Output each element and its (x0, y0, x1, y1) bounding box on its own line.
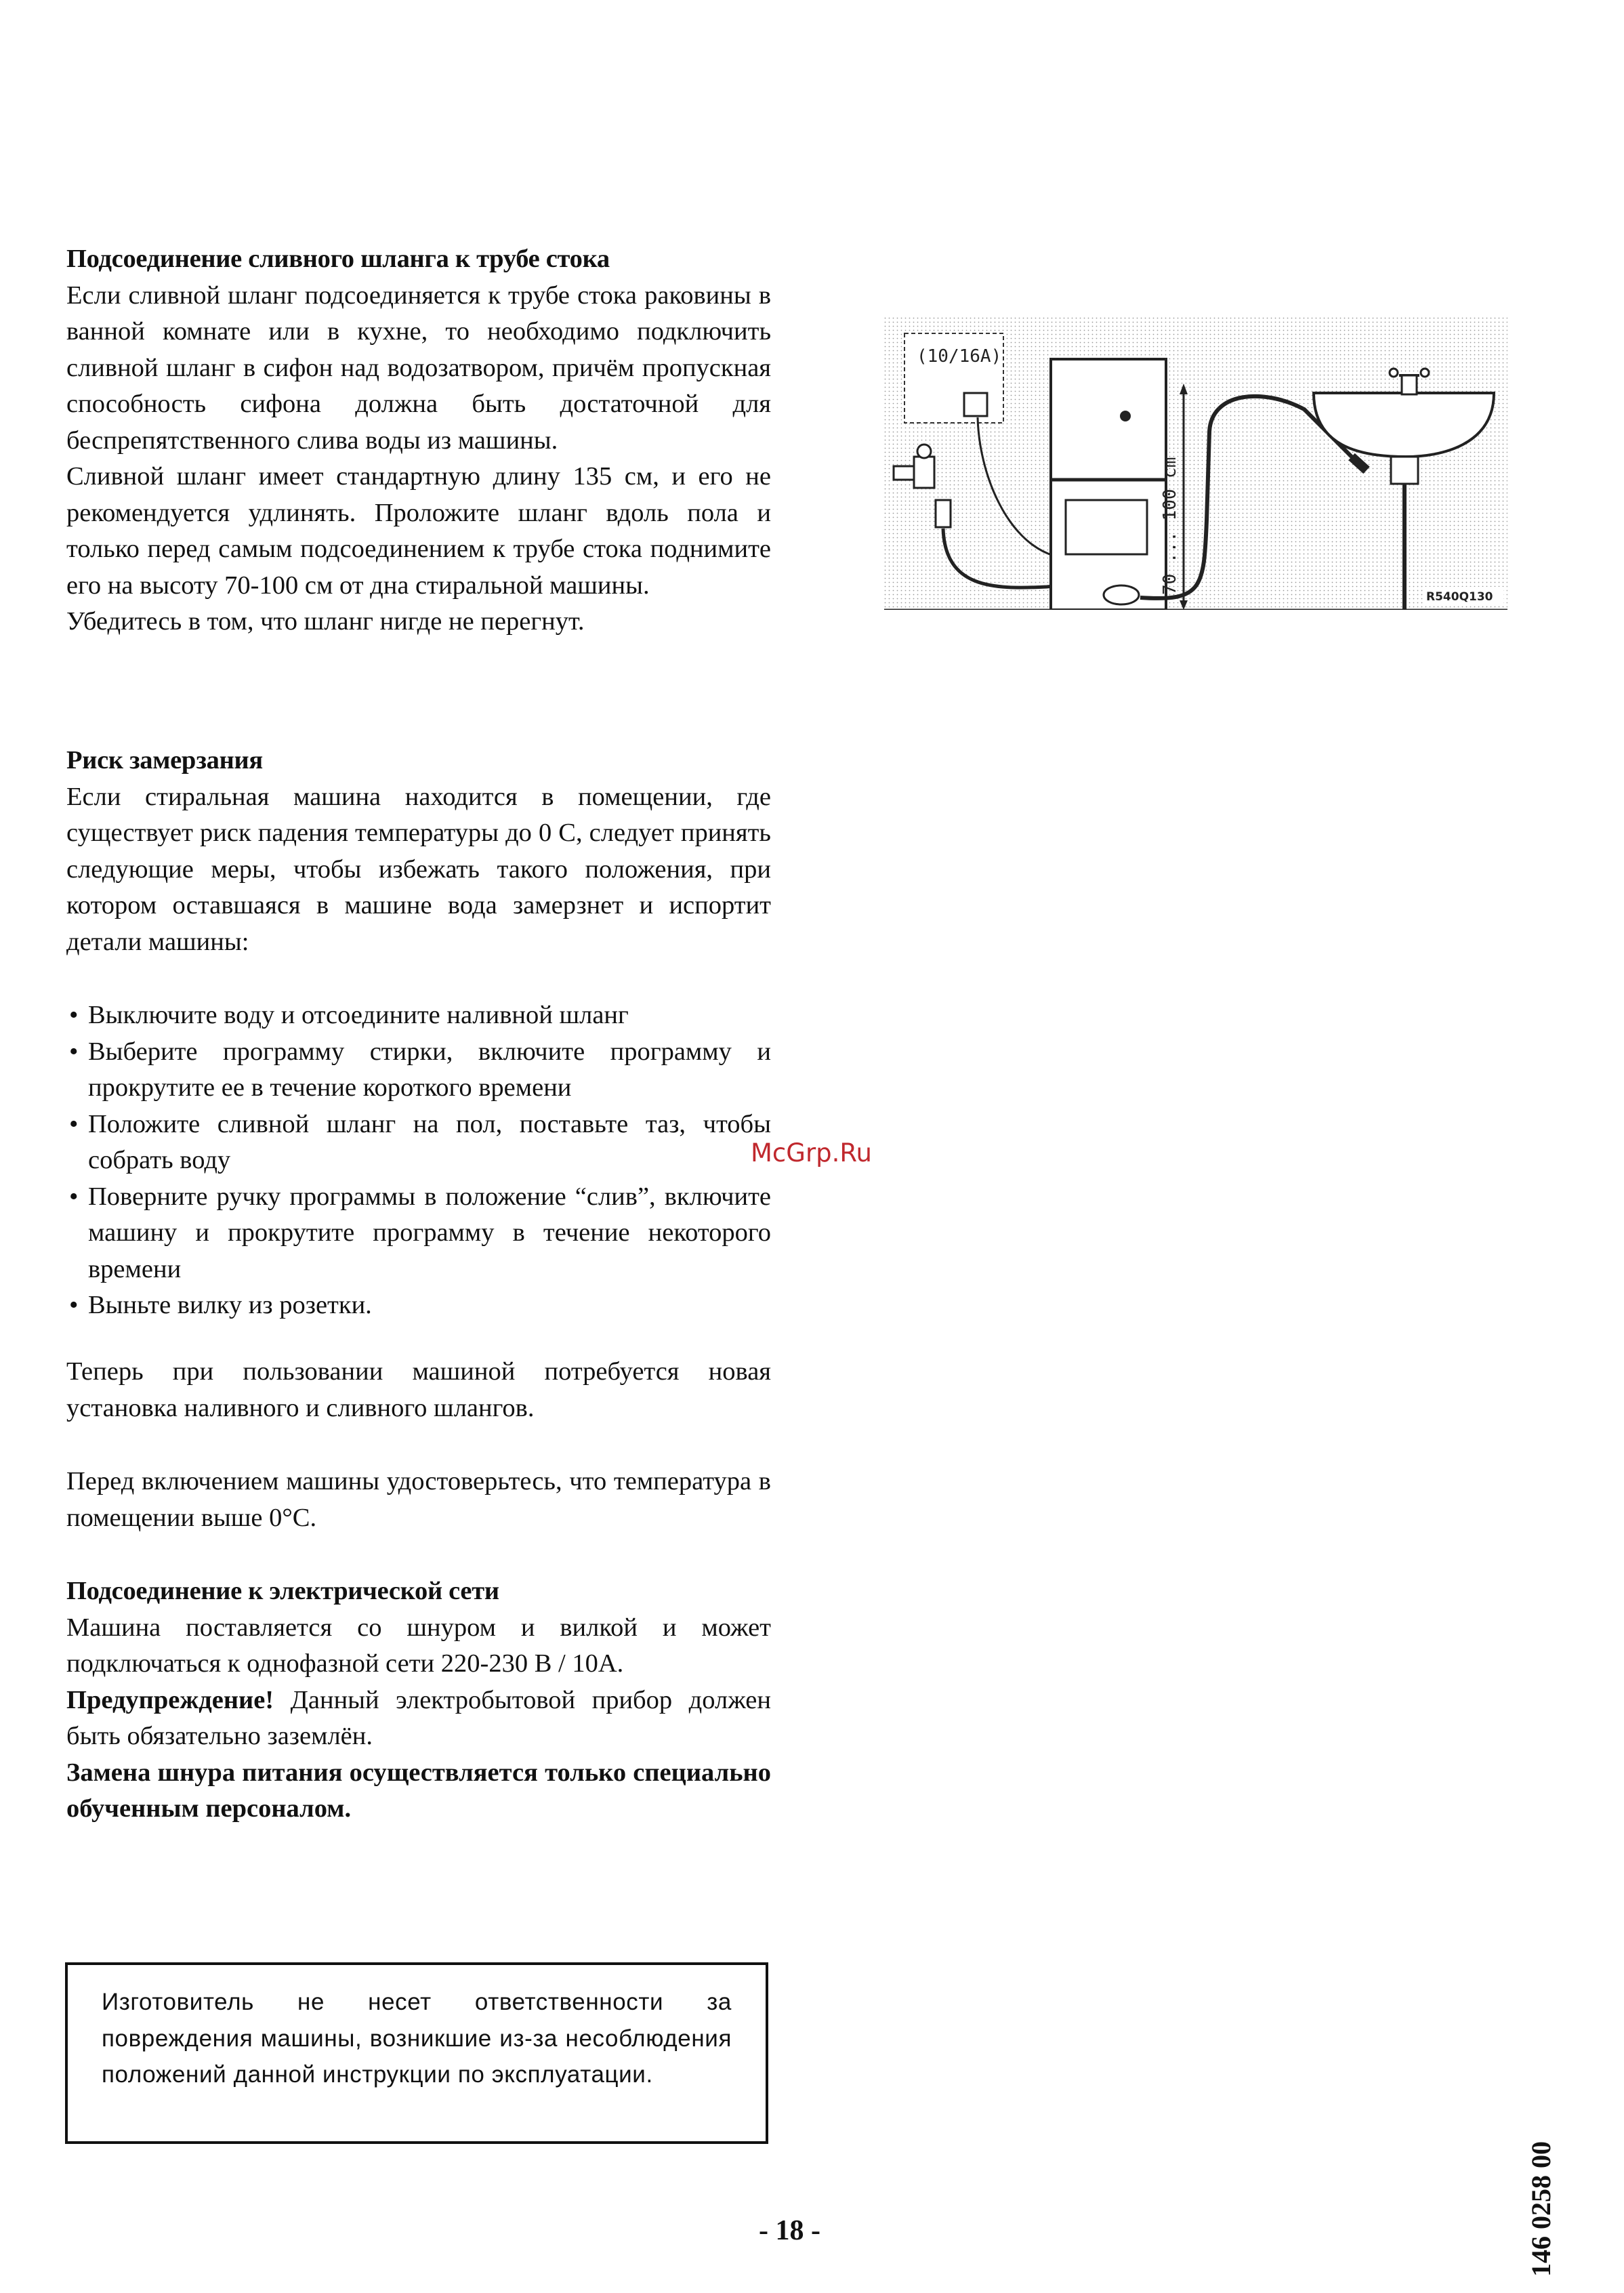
machine-knob-icon (1120, 411, 1131, 421)
page-number: - 18 - (759, 2215, 820, 2246)
drain-pump (1104, 585, 1139, 604)
temperature-check-paragraph: Перед включением машины удостоверьтесь, что температура в помещении выше 0°С. (66, 1467, 771, 1532)
height-label: 70 ... 100 cm (1160, 457, 1180, 595)
freeze-risk-heading: Риск замерзания (66, 746, 263, 774)
list-item: • Выберите программу стирки, включите программу и прокрутите ее в течение короткого времени (88, 1034, 771, 1107)
bullet-icon: • (69, 1109, 79, 1138)
reinstall-paragraph: Теперь при пользовании машиной потребуется новая установка наливного и сливного шлангов. (66, 1357, 771, 1422)
siphon (1391, 457, 1418, 484)
freeze-steps-list (66, 997, 771, 1324)
washing-machine (1051, 359, 1166, 610)
drain-hose-paragraph-1: Если сливной шланг подсоединяется к трубе стока раковины в ванной комнате или в кухне, то необходимо подключить сливной шланг в сифон над водозатвором, причём пропускная способность сифона должна быть достаточной для беспрепятственного слива воды из машины. (66, 281, 771, 455)
list-item: • Выключите воду и отсоедините наливной шланг (88, 997, 771, 1034)
list-item: • Выньте вилку из розетки. (88, 1287, 771, 1324)
watermark-link[interactable]: McGrp.Ru (751, 1138, 872, 1168)
temperature-check-note (66, 1464, 771, 1536)
machine-door (1066, 500, 1147, 554)
drain-hose-heading: Подсоединение сливного шланга к трубе стока (66, 245, 610, 273)
drain-hose-paragraph-2: Сливной шланг имеет стандартную длину 135 см, и его не рекомендуется удлинять. Проложите шланг вдоль пола и только перед самым подсоединением к трубе стока поднимите его на высоту 70-100 см от дна стиральной машины. (66, 462, 771, 600)
warning-label: Предупреждение! (66, 1685, 274, 1714)
drain-hose-section (66, 241, 771, 640)
electric-section (66, 1573, 771, 1827)
document-code: 146 0258 00 (1526, 2141, 1556, 2277)
bullet-icon: • (69, 1291, 79, 1319)
fuse-label: (10/16A) (917, 346, 1002, 367)
cord-replacement-note: Замена шнура питания осуществляется только специально обученным персоналом. (66, 1758, 771, 1823)
freeze-risk-section (66, 743, 771, 960)
bullet-icon: • (69, 1037, 79, 1066)
warning-text: Данный электробытовой прибор должен быть обязательно заземлён. (66, 1685, 771, 1750)
reinstall-note (66, 1354, 771, 1426)
liability-notice-text: Изготовитель не несет ответственности за повреждения машины, возникшие из-за несоблюдения положений данной инструкции по эксплуатации. (102, 1989, 732, 2088)
list-item: • Положите сливной шланг на пол, поставьте таз, чтобы собрать воду (88, 1107, 771, 1179)
electric-paragraph: Машина поставляется со шнуром и вилкой и может подключаться к однофазной сети 220-230 В / 10А. (66, 1613, 771, 1678)
bullet-icon: • (69, 1182, 79, 1211)
figure-code: R540Q130 (1426, 590, 1493, 604)
drain-installation-figure (884, 317, 1507, 610)
electric-heading: Подсоединение к электрической сети (66, 1577, 499, 1605)
freeze-risk-paragraph: Если стиральная машина находится в помещении, где существует риск падения температуры до 0 С, следует принять следующие меры, чтобы избежать такого положения, при котором оставшаяся в машине вода замерзнет и испортит детали машины: (66, 782, 771, 956)
electric-warning (66, 1682, 771, 1755)
liability-notice-box (65, 1962, 768, 2144)
freeze-risk-steps (66, 997, 771, 1324)
socket-icon (964, 393, 987, 416)
bullet-icon: • (69, 1001, 79, 1029)
list-item: • Поверните ручку программы в положение “слив”, включите машину и прокрутите программу в течение некоторого времени (88, 1179, 771, 1288)
drain-hose-paragraph-3: Убедитесь в том, что шланг нигде не перегнут. (66, 607, 585, 636)
